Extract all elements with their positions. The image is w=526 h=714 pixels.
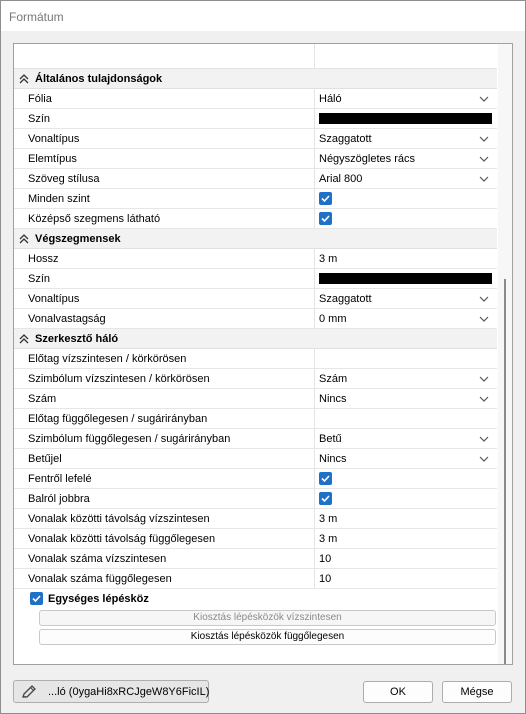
property-label: Betűjel — [28, 453, 62, 465]
property-row-szin[interactable] — [14, 269, 497, 289]
property-row-balrol-jobbra[interactable] — [14, 489, 497, 509]
section-editor-grid[interactable] — [14, 329, 497, 349]
property-value[interactable]: Betű — [319, 433, 342, 445]
property-label: Vonaltípus — [28, 133, 80, 145]
property-value[interactable]: Négyszögletes rács — [319, 153, 415, 165]
property-row-folia[interactable] — [14, 89, 497, 109]
property-value[interactable]: 3 m — [319, 513, 338, 525]
property-grid-rows — [14, 44, 497, 664]
vertical-scrollbar[interactable] — [498, 44, 512, 664]
property-label: Balról jobbra — [28, 493, 90, 505]
uniform-step-checkbox[interactable] — [30, 592, 43, 605]
property-label: Előtag függőlegesen / sugárirányban — [28, 413, 208, 425]
chevron-down-icon[interactable] — [476, 432, 492, 446]
double-chevron-up-icon[interactable] — [19, 73, 29, 85]
checkbox[interactable] — [319, 492, 332, 505]
property-label: Előtag vízszintesen / körkörösen — [28, 353, 187, 365]
grid-top-row — [14, 44, 497, 69]
property-label: Hossz — [28, 253, 59, 265]
chevron-down-icon[interactable] — [476, 452, 492, 466]
property-label: Vonalak száma függőlegesen — [28, 573, 172, 585]
property-label: Szöveg stílusa — [28, 173, 100, 185]
property-row-elemtipus[interactable] — [14, 149, 497, 169]
property-label: Elemtípus — [28, 153, 77, 165]
property-label: Szín — [28, 273, 51, 285]
property-label: Vonalak száma vízszintesen — [28, 553, 167, 565]
section-title: Szerkesztő háló — [35, 333, 119, 345]
property-label: Szám — [28, 393, 57, 405]
property-value[interactable]: 3 m — [319, 533, 338, 545]
chevron-down-icon[interactable] — [476, 152, 492, 166]
property-row-szimbolum-vizszintesen-korkorosen[interactable] — [14, 369, 497, 389]
property-value[interactable]: Nincs — [319, 393, 347, 405]
step-horizontal-button[interactable]: Kiosztás lépésközök vízszintesen — [39, 610, 496, 626]
section-end-segments[interactable] — [14, 229, 497, 249]
property-row-vonalak-szama-fuggolegesen[interactable] — [14, 569, 497, 589]
chevron-down-icon[interactable] — [476, 92, 492, 106]
property-row-elotag-vizszintesen-korkorosen[interactable] — [14, 349, 497, 369]
property-row-vonaltipus[interactable] — [14, 289, 497, 309]
property-row-vonalak-kozotti-tavolsag-vizszintesen[interactable] — [14, 509, 497, 529]
property-grid — [13, 43, 513, 665]
property-label: Minden szint — [28, 193, 90, 205]
property-row-vonalak-kozotti-tavolsag-fuggolegesen[interactable] — [14, 529, 497, 549]
section-uniform-step[interactable] — [14, 589, 497, 609]
property-label: Fólia — [28, 93, 52, 105]
step-vertical-button[interactable]: Kiosztás lépésközök függőlegesen — [39, 629, 496, 645]
property-value[interactable]: Szaggatott — [319, 133, 372, 145]
property-row-szin[interactable] — [14, 109, 497, 129]
property-row-vonaltipus[interactable] — [14, 129, 497, 149]
double-chevron-up-icon[interactable] — [19, 333, 29, 345]
property-value[interactable]: Háló — [319, 93, 342, 105]
scrollbar-thumb[interactable] — [504, 279, 506, 664]
property-value[interactable]: 10 — [319, 553, 332, 565]
property-row-minden-szint[interactable] — [14, 189, 497, 209]
section-title: Általános tulajdonságok — [35, 73, 163, 85]
chevron-down-icon[interactable] — [476, 172, 492, 186]
property-row-szimbolum-fuggolegesen-sugariranyban[interactable] — [14, 429, 497, 449]
window-title: Formátum — [9, 10, 64, 24]
property-value[interactable]: 0 mm — [319, 313, 347, 325]
property-row-vonalvastagsag[interactable] — [14, 309, 497, 329]
property-label: Vonaltípus — [28, 293, 80, 305]
property-label: Fentről lefelé — [28, 473, 92, 485]
property-value[interactable]: Nincs — [319, 453, 347, 465]
property-row-szoveg-stilusa[interactable] — [14, 169, 497, 189]
checkbox[interactable] — [319, 472, 332, 485]
color-swatch[interactable] — [319, 113, 492, 124]
title-bar — [1, 1, 525, 31]
chevron-down-icon[interactable] — [476, 292, 492, 306]
property-row-betujel[interactable] — [14, 449, 497, 469]
property-row-elotag-fuggolegesen-sugariranyban[interactable] — [14, 409, 497, 429]
property-row-kozepso-szegmens-lathato[interactable] — [14, 209, 497, 229]
chevron-down-icon[interactable] — [476, 132, 492, 146]
property-row-fentrol-lefele[interactable] — [14, 469, 497, 489]
property-value[interactable]: Szám — [319, 373, 348, 385]
property-label: Vonalak közötti távolság vízszintesen — [28, 513, 210, 525]
chevron-down-icon[interactable] — [476, 372, 492, 386]
property-label: Szín — [28, 113, 51, 125]
property-label: Szimbólum vízszintesen / körkörösen — [28, 373, 210, 385]
chevron-down-icon[interactable] — [476, 312, 492, 326]
property-value[interactable]: 10 — [319, 573, 332, 585]
cancel-button[interactable]: Mégse — [442, 681, 512, 703]
section-title: Végszegmensek — [35, 233, 121, 245]
color-swatch[interactable] — [319, 273, 492, 284]
id-button[interactable] — [13, 680, 209, 703]
property-value[interactable]: Arial 800 — [319, 173, 363, 185]
property-label: Szimbólum függőlegesen / sugárirányban — [28, 433, 231, 445]
property-label: Vonalvastagság — [28, 313, 106, 325]
property-value[interactable]: Szaggatott — [319, 293, 372, 305]
pencil-icon — [20, 684, 38, 700]
property-row-szam[interactable] — [14, 389, 497, 409]
section-general-properties[interactable] — [14, 69, 497, 89]
section-title: Egységes lépésköz — [48, 593, 149, 605]
property-label: Középső szegmens látható — [28, 213, 161, 225]
ok-button[interactable]: OK — [363, 681, 433, 703]
checkbox[interactable] — [319, 192, 332, 205]
id-label: ...ló (0ygaHi8xRCJgeW8Y6FicIL) — [48, 686, 210, 698]
chevron-down-icon[interactable] — [476, 392, 492, 406]
property-row-hossz[interactable] — [14, 249, 497, 269]
property-value[interactable]: 3 m — [319, 253, 338, 265]
double-chevron-up-icon[interactable] — [19, 233, 29, 245]
checkbox[interactable] — [319, 212, 332, 225]
property-label: Vonalak közötti távolság függőlegesen — [28, 533, 216, 545]
property-row-vonalak-szama-vizszintesen[interactable] — [14, 549, 497, 569]
